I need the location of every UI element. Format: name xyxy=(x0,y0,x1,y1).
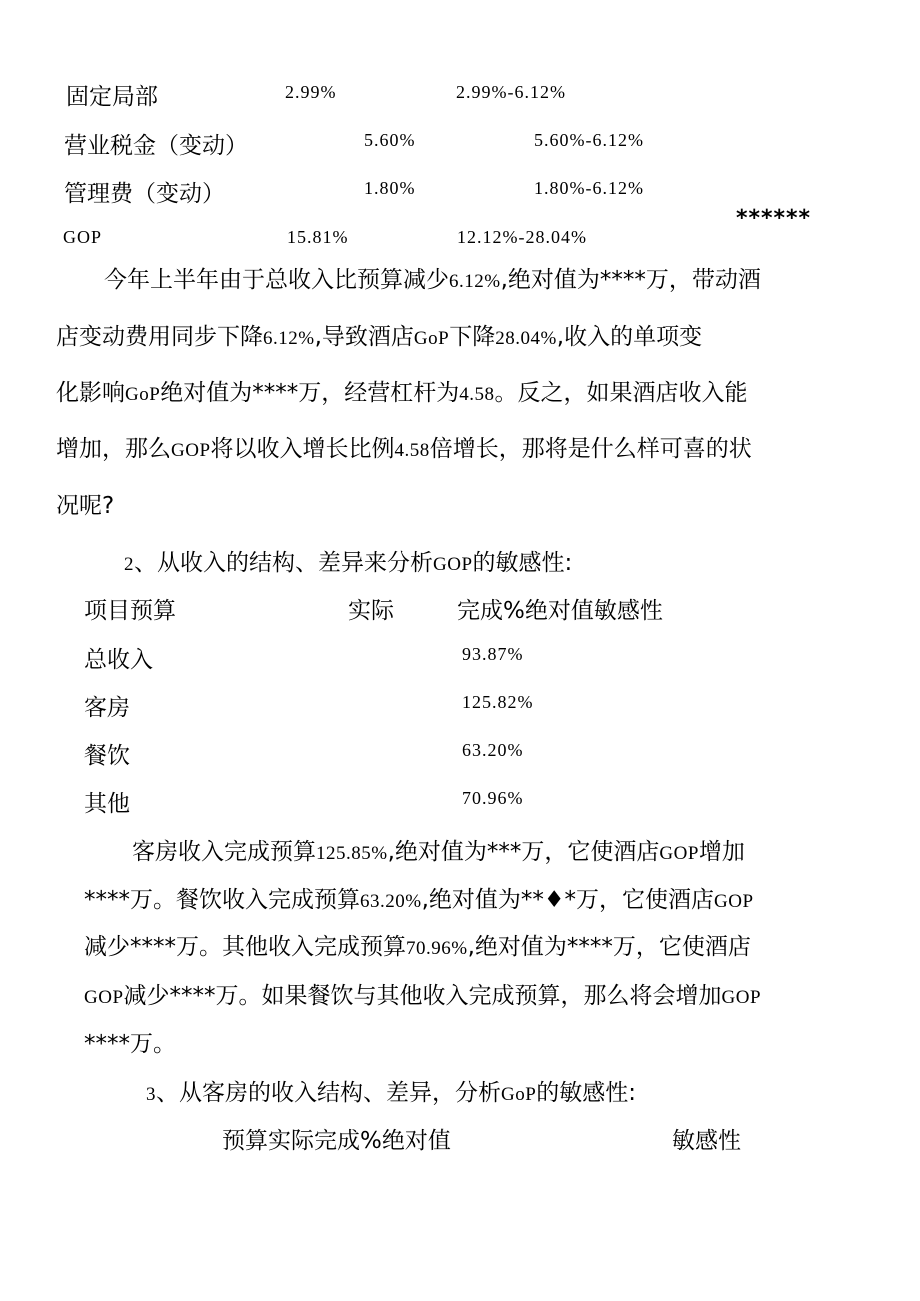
row-value-other: 70.96% xyxy=(462,788,524,808)
header-complete: 完成%绝对值敏感性 xyxy=(457,598,663,624)
row-range-management-fee: 1.80%-6.12% xyxy=(534,178,644,198)
para2-line-1: 客房收入完成预算125.85%,绝对值为***万，它使酒店GOP增加 xyxy=(132,839,745,865)
row-value-fixed: 2.99% xyxy=(285,82,337,102)
row-label-other: 其他 xyxy=(84,791,130,817)
row-label-total-revenue: 总收入 xyxy=(84,647,153,673)
row-value-management-fee: 1.80% xyxy=(364,178,416,198)
row-label-gop: GOP xyxy=(63,227,103,247)
row-range-business-tax: 5.60%-6.12% xyxy=(534,130,644,150)
row-range-gop: 12.12%-28.04% xyxy=(457,227,587,247)
row-label-management-fee: 管理费（变动） xyxy=(64,181,225,207)
para2-line-2: ****万。餐饮收入完成预算63.20%,绝对值为**♦*万，它使酒店GOP xyxy=(84,887,754,913)
row-value-business-tax: 5.60% xyxy=(364,130,416,150)
row-value-rooms: 125.82% xyxy=(462,692,534,712)
row-value-food-beverage: 63.20% xyxy=(462,740,524,760)
para1-line-4: 增加，那么GOP将以收入增长比例4.58倍增长，那将是什么样可喜的状 xyxy=(56,436,752,462)
row-value-gop: 15.81% xyxy=(287,227,349,247)
para2-line-5: ****万。 xyxy=(84,1031,176,1057)
header-budget-actual-complete: 预算实际完成%绝对值 xyxy=(222,1128,451,1154)
section-3-heading: 3、从客房的收入结构、差异，分析GoP的敏感性: xyxy=(146,1080,637,1106)
row-value-total-revenue: 93.87% xyxy=(462,644,524,664)
row-label-rooms: 客房 xyxy=(84,695,130,721)
asterisk-marker: ****** xyxy=(736,206,812,231)
header-sensitivity: 敏感性 xyxy=(672,1128,741,1154)
header-item-budget: 项目预算 xyxy=(84,598,176,624)
row-label-food-beverage: 餐饮 xyxy=(84,743,130,769)
row-range-fixed: 2.99%-6.12% xyxy=(456,82,566,102)
para1-line-1: 今年上半年由于总收入比预算减少6.12%,绝对值为****万，带动酒 xyxy=(104,267,761,293)
header-actual: 实际 xyxy=(348,598,394,624)
para1-line-2: 店变动费用同步下降6.12%,导致酒店GoP下降28.04%,收入的单项变 xyxy=(56,324,703,350)
row-label-business-tax: 营业税金（变动） xyxy=(64,133,248,159)
section-2-heading: 2、从收入的结构、差异来分析GOP的敏感性: xyxy=(124,550,573,576)
para2-line-4: GOP减少****万。如果餐饮与其他收入完成预算，那么将会增加GOP xyxy=(84,983,762,1009)
para1-line-5: 况呢? xyxy=(56,493,115,519)
row-label-fixed: 固定局部 xyxy=(66,84,158,110)
para2-line-3: 减少****万。其他收入完成预算70.96%,绝对值为****万，它使酒店 xyxy=(84,934,751,960)
para1-line-3: 化影响GoP绝对值为****万，经营杠杆为4.58。反之，如果酒店收入能 xyxy=(56,380,748,406)
